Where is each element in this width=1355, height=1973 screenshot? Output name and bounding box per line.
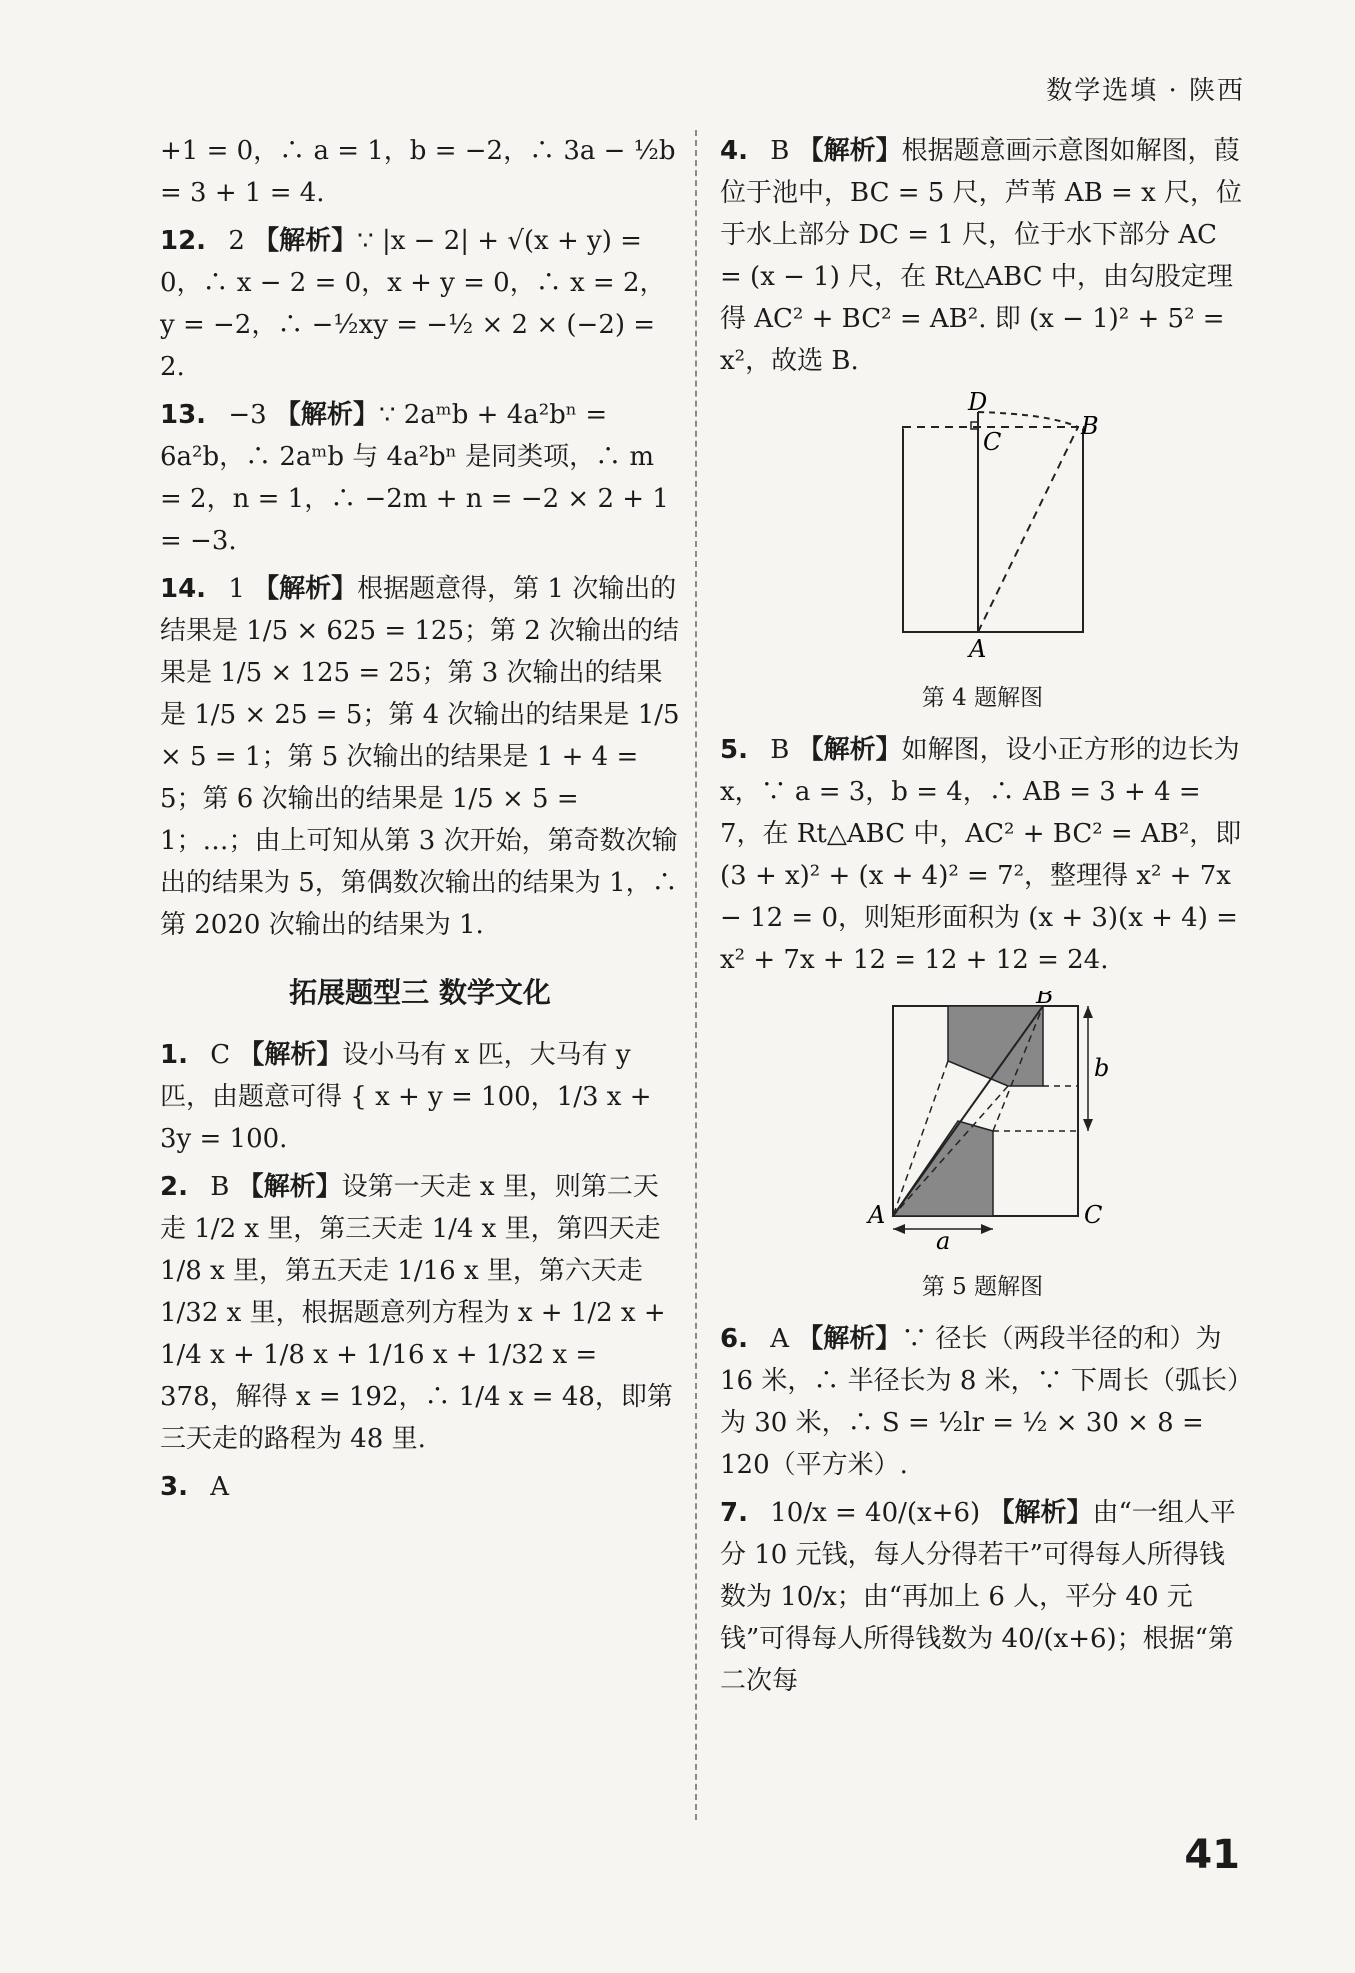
- answer-item-14: [160, 568, 680, 946]
- answer-text: ∵ |x − 2| + √(x + y) = 0，∴ x − 2 = 0，x + y = 0，∴ x = 2，y = −2，∴ −½xy = −½ × 2 × (−2) = 2.: [160, 226, 666, 382]
- question-number: 6.: [720, 1324, 748, 1354]
- answer-choice: −3: [228, 400, 267, 430]
- analysis-tag: 【解析】: [238, 1040, 343, 1070]
- answer-text: 设小马有 x 匹，大马有 y 匹，由题意可得 { x + y = 100，1/3 x + 3y = 100.: [160, 1040, 652, 1154]
- side-b: b: [1093, 1054, 1108, 1082]
- label-b: B: [1035, 991, 1054, 1009]
- page-header: 数学选填 · 陕西: [1046, 76, 1245, 106]
- answer-choice: B: [210, 1172, 230, 1202]
- question-number: 12.: [160, 226, 207, 256]
- question-number: 13.: [160, 400, 207, 430]
- label-b: B: [1080, 412, 1099, 440]
- figure-5: [720, 991, 1245, 1308]
- label-d: D: [967, 392, 987, 416]
- column-divider: [695, 130, 697, 1820]
- answer-text: 由“一组人平分 10 元钱，每人分得若干”可得每人所得钱数为 10/x；由“再加上 6 人，平分 40 元钱”可得每人所得钱数为 40/(x+6)；根据“第二次每: [720, 1498, 1236, 1696]
- side-a: a: [935, 1227, 950, 1251]
- figure-5-diagram: [858, 991, 1108, 1251]
- answer-choice: B: [770, 735, 790, 765]
- question-number: 7.: [720, 1498, 748, 1528]
- figure-caption: 第 4 题解图: [921, 685, 1044, 711]
- answer-item-13: [160, 394, 680, 562]
- label-a: A: [968, 635, 986, 662]
- answer-text: 根据题意得，第 1 次输出的结果是 1/5 × 625 = 125；第 2 次输出的结果是 1/5 × 125 = 25；第 3 次输出的结果是 1/5 × 25 = 5；第 4 次输出的结果是 1/5 × 5 = 1；第 5 次输出的结果是 1 + 4 = 5；第 6 次输出的结果是 1/5 × 5 = 1；…；由上可知从第 3 次开始，第奇数次输出的结果为 5，第偶数次输出的结果为 1，∴ 第 2020 次输出的结果为 1.: [160, 574, 680, 940]
- question-number: 1.: [160, 1040, 188, 1070]
- answer-item: [160, 130, 680, 214]
- answer-item-2: [160, 1166, 680, 1460]
- answer-item-6: [720, 1318, 1245, 1486]
- answer-text: +1 = 0，∴ a = 1，b = −2，∴ 3a − ½b = 3 + 1 = 4.: [160, 136, 676, 208]
- section-title: 拓展题型三 数学文化: [289, 976, 551, 1009]
- answer-text: 根据题意画示意图如解图，葭位于池中，BC = 5 尺，芦苇 AB = x 尺，位于水上部分 DC = 1 尺，位于水下部分 AC = (x − 1) 尺，在 Rt△ABC 中，由勾股定理得 AC² + BC² = AB². 即 (x − 1)² + 5² = x²，故选 B.: [720, 136, 1242, 376]
- question-number: 2.: [160, 1172, 188, 1202]
- label-c: C: [1083, 1201, 1102, 1229]
- answer-item-5: [720, 729, 1245, 981]
- analysis-tag: 【解析】: [988, 1498, 1093, 1528]
- answer-text: ∵ 2aᵐb + 4a²bⁿ = 6a²b，∴ 2aᵐb 与 4a²bⁿ 是同类项，∴ m = 2，n = 1，∴ −2m + n = −2 × 2 + 1 = −3.: [160, 400, 669, 556]
- answer-choice: 1: [228, 574, 245, 604]
- answer-item-7: [720, 1492, 1245, 1702]
- analysis-tag: 【解析】: [797, 1324, 902, 1354]
- answer-choice: C: [210, 1040, 231, 1070]
- analysis-tag: 【解析】: [797, 735, 902, 765]
- answer-text: ∵ 径长（两段半径的和）为 16 米，∴ 半径长为 8 米，∵ 下周长（弧长）为 30 米，∴ S = ½lr = ½ × 30 × 8 = 120（平方米）.: [720, 1324, 1240, 1480]
- analysis-tag: 【解析】: [253, 226, 358, 256]
- answer-choice: 2: [228, 226, 245, 256]
- left-column: [160, 130, 680, 1514]
- label-a: A: [867, 1201, 885, 1229]
- answer-item-4: [720, 130, 1245, 382]
- answer-item-12: [160, 220, 680, 388]
- label-c: C: [982, 428, 1001, 456]
- figure-4-diagram: [863, 392, 1103, 662]
- answer-text: 设第一天走 x 里，则第二天走 1/2 x 里，第三天走 1/4 x 里，第四天走 1/8 x 里，第五天走 1/16 x 里，第六天走 1/32 x 里，根据题意列方程为 x + 1/2 x + 1/4 x + 1/8 x + 1/16 x + 1/32 x = 378，解得 x = 192，∴ 1/4 x = 48，即第三天走的路程为 48 里.: [160, 1172, 673, 1454]
- figure-caption: 第 5 题解图: [921, 1274, 1044, 1300]
- answer-choice: A: [770, 1324, 790, 1354]
- analysis-tag: 【解析】: [253, 574, 358, 604]
- answer-text: 如解图，设小正方形的边长为 x，∵ a = 3，b = 4，∴ AB = 3 + 4 = 7，在 Rt△ABC 中，AC² + BC² = AB²，即 (3 + x)² + (x + 4)² = 7²，整理得 x² + 7x − 12 = 0，则矩形面积为 (x + 3)(x + 4) = x² + 7x + 12 = 12 + 12 = 24.: [720, 735, 1242, 975]
- answer-choice: B: [770, 136, 790, 166]
- answer-choice: 10/x = 40/(x+6): [770, 1498, 981, 1528]
- figure-4: [720, 392, 1245, 719]
- answer-choice: A: [210, 1472, 230, 1502]
- question-number: 4.: [720, 136, 748, 166]
- page-number: 41: [1184, 1832, 1240, 1878]
- answer-item-3: [160, 1466, 680, 1508]
- answer-item-1: [160, 1034, 680, 1160]
- analysis-tag: 【解析】: [237, 1172, 342, 1202]
- question-number: 14.: [160, 574, 207, 604]
- right-column: [720, 130, 1245, 1708]
- question-number: 5.: [720, 735, 748, 765]
- question-number: 3.: [160, 1472, 188, 1502]
- analysis-tag: 【解析】: [797, 136, 902, 166]
- analysis-tag: 【解析】: [274, 400, 379, 430]
